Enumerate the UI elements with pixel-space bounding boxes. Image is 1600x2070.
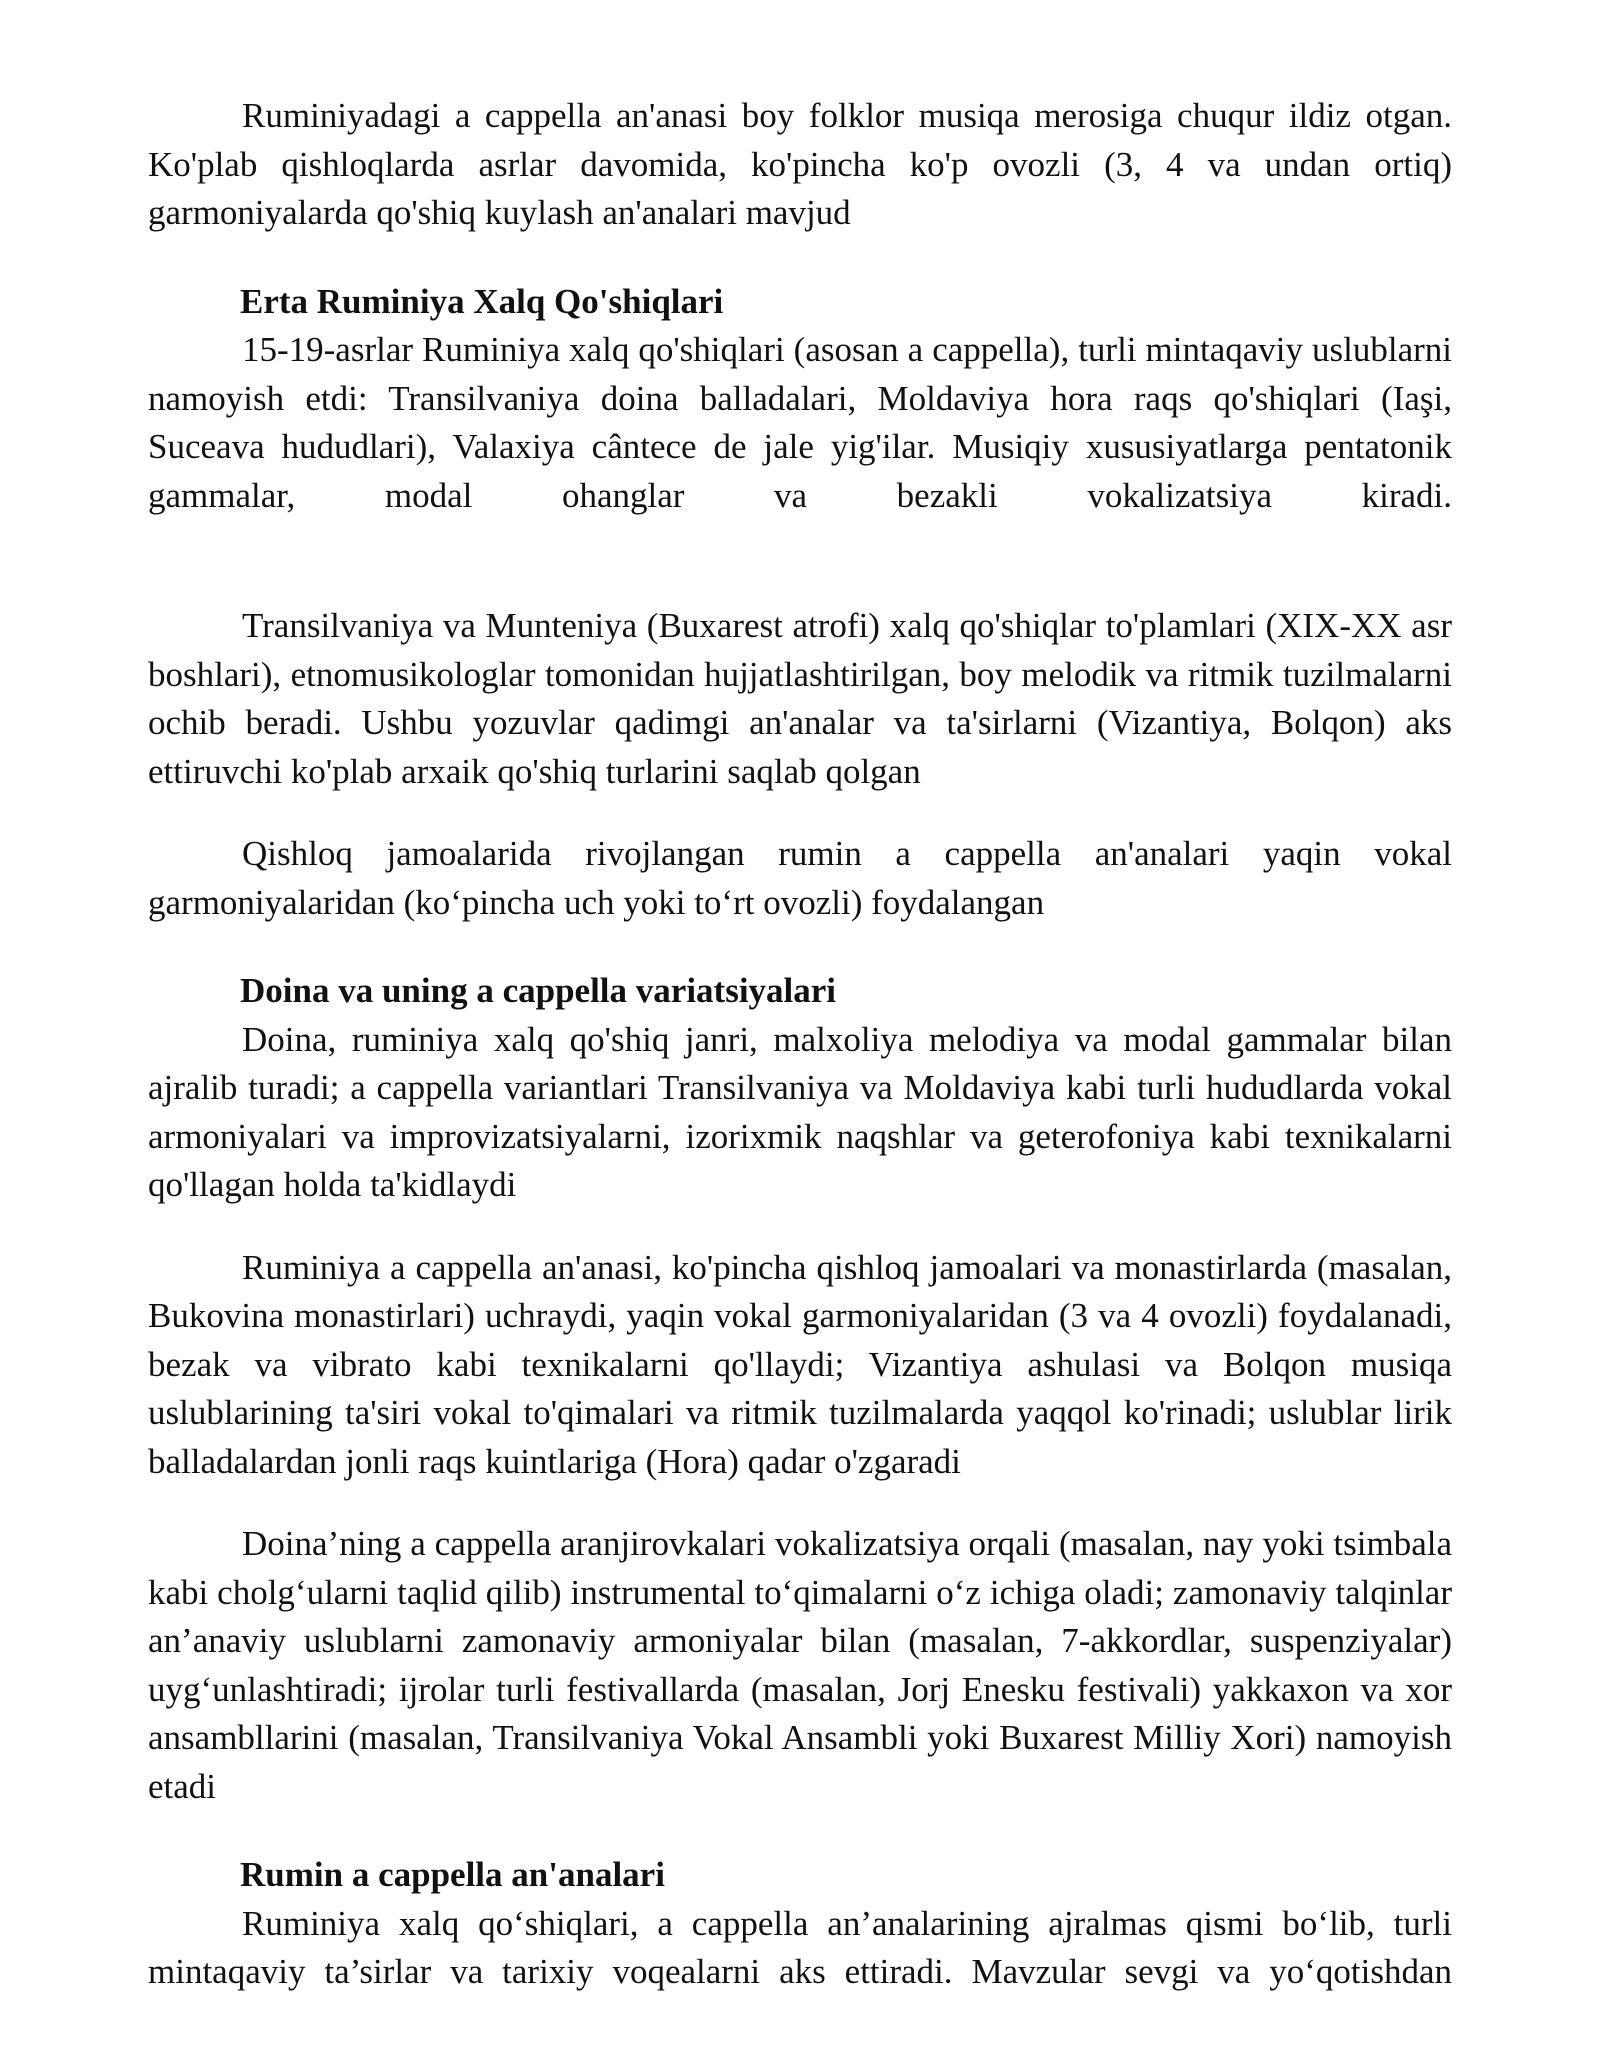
heading-doina: Doina va uning a cappella variatsiyalari — [240, 971, 837, 1010]
heading-romanian-traditions: Rumin a cappella an'analari — [240, 1855, 665, 1894]
paragraph-village-traditions: Qishloq jamoalarida rivojlangan rumin a cappella an'analari yaqin vokal garmoniyalaridan (koʻpincha uch yoki toʻrt ovozli) foydalangan — [148, 834, 1452, 922]
document-page — [148, 92, 1452, 1997]
paragraph-intro: Ruminiyadagi a cappella an'anasi boy folklor musiqa merosiga chuqur ildiz otgan. Ko'plab qishloqlarda asrlar davomida, ko'pincha ko'p ovozli (3, 4 va undan ortiq) garmoniyalarda qo'shiq kuylash an'analari mavjud — [148, 96, 1452, 232]
paragraph-doina: Doina, ruminiya xalq qo'shiq janri, malxoliya melodiya va modal gammalar bilan ajralib turadi; a cappella variantlari Transilvaniya va Moldaviya kabi turli hududlarda vokal armoniyalari va improvizatsiyalarni, izorixmik naqshlar va geterofoniya kabi texnikalarni qo'llagan holda ta'kidlaydi — [148, 1019, 1452, 1204]
paragraph-early-folk-songs: 15-19-asrlar Ruminiya xalq qo'shiqlari (asosan a cappella), turli mintaqaviy uslublarni namoyish etdi: Transilvaniya doina balladalari, Moldaviya hora raqs qo'shiqlari (Iaşi, Suceava hududlari), Valaxiya cântece de jale yig'ilar. Musiqiy xususiyatlarga pentatonik gammalar, modal ohanglar va bezakli vokalizatsiya kiradi. — [148, 330, 1452, 515]
paragraph-collections: Transilvaniya va Munteniya (Buxarest atrofi) xalq qo'shiqlar to'plamlari (XIX-XX asr boshlari), etnomusikologlar tomonidan hujjatlashtirilgan, boy melodik va ritmik tuzilmalarni ochib beradi. Ushbu yozuvlar qadimgi an'analar va ta'sirlarni (Vizantiya, Bolqon) aks ettiruvchi ko'plab arxaik qo'shiq turlarini saqlab qolgan — [148, 606, 1452, 791]
heading-early-folk-songs: Erta Ruminiya Xalq Qo'shiqlari — [240, 281, 724, 321]
paragraph-doina-arrangements: Doina’ning a cappella aranjirovkalari vokalizatsiya orqali (masalan, nay yoki tsimbala kabi cholgʻularni taqlid qilib) instrumental toʻqimalarni oʻz ichiga oladi; zamonaviy talqinlar an’anaviy uslublarni zamonaviy armoniyalar bilan (masalan, 7-akkordlar, suspenziyalar) uygʻunlashtiradi; ijrolar turli festivallarda (masalan, Jorj Enesku festivali) yakkaxon va xor ansambllarini (masalan, Transilvaniya Vokal Ansambli yoki Buxarest Milliy Xori) namoyish etadi — [148, 1524, 1452, 1806]
paragraph-romanian-a-cappella: Ruminiya a cappella an'anasi, ko'pincha qishloq jamoalari va monastirlarda (masalan, Bukovina monastirlari) uchraydi, yaqin vokal garmoniyalaridan (3 va 4 ovozli) foydalanadi, bezak va vibrato kabi texnikalarni qo'llaydi; Vizantiya ashulasi va Bolqon musiqa uslublarining ta'siri vokal to'qimalari va ritmik tuzilmalarda yaqqol ko'rinadi; uslublar lirik balladalardan jonli raqs kuintlariga (Hora) qadar o'zgaradi — [148, 1247, 1452, 1481]
paragraph-romanian-folk-songs: Ruminiya xalq qoʻshiqlari, a cappella an’analarining ajralmas qismi boʻlib, turli mintaqaviy ta’sirlar va tarixiy voqealarni aks ettiradi. Mavzular sevgi va yoʻqotishdan — [148, 1903, 1452, 1991]
